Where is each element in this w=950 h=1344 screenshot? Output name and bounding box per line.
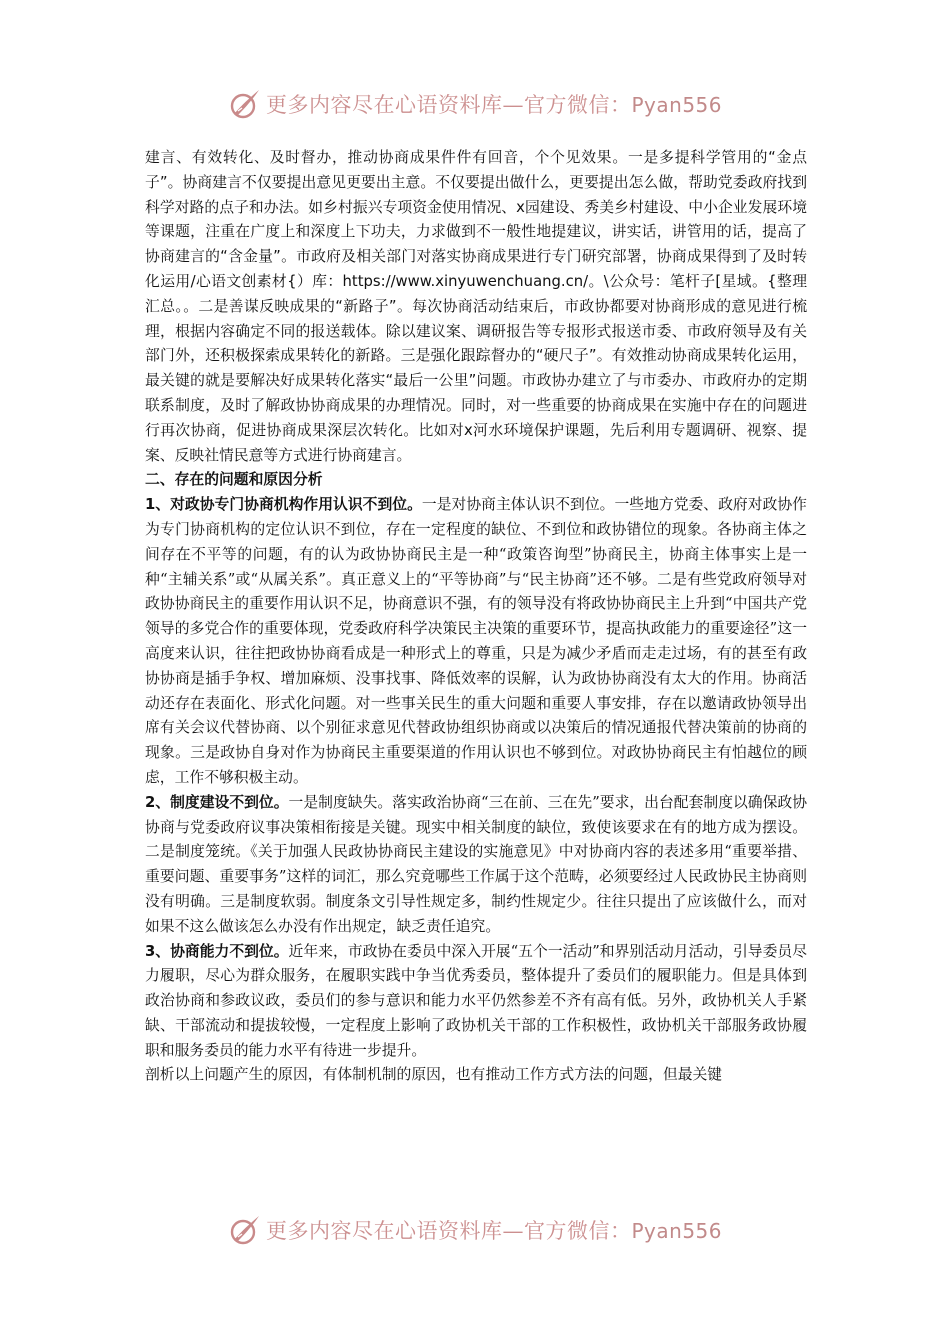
paragraph-issue-1 bbox=[145, 493, 807, 791]
paragraph-issue-2 bbox=[145, 791, 807, 940]
issue-1-body: 一是对协商主体认识不到位。一些地方党委、政府对政协作为专门协商机构的定位认识不到位，存在一定程度的缺位、不到位和政协错位的现象。各协商主体之间存在不平等的问题，有的认为政协协商民主是一种“政策咨询型”协商民主，协商主体事实上是一种“主辅关系”或“从属关系”。真正意义上的“平等协商”与“民主协商”还不够。二是有些党政府领导对政协协商民主的重要作用认识不足，协商意识不强，有的领导没有将政协协商民主上升到“中国共产党领导的多党合作的重要体现，党委政府科学决策民主决策的重要环节，提高执政能力的重要途径”这一高度来认识，往往把政协协商看成是一种形式上的尊重，只是为减少矛盾而走走过场，有的甚至有政协协商是插手争权、增加麻烦、没事找事、降低效率的误解，认为政协协商没有太大的作用。协商活动还存在表面化、形式化问题。对一些事关民生的重大问题和重要人事安排，存在以邀请政协领导出席有关会议代替协商、以个别征求意见代替政协组织协商或以决策后的情况通报代替决策前的协商的现象。三是政协自身对作为协商民主重要渠道的作用认识也不够到位。对政协协商民主有怕越位的顾虑，工作不够积极主动。 bbox=[145, 496, 807, 786]
watermark-text: 更多内容尽在心语资料库—官方微信：Pyan556 bbox=[266, 1219, 723, 1243]
issue-2-body: 一是制度缺失。落实政治协商“三在前、三在先”要求，出台配套制度以确保政协协商与党委政府议事决策相衔接是关键。现实中相关制度的缺位，致使该要求在有的地方成为摆设。二是制度笼统。《关于加强人民政协协商民主建设的实施意见》中对协商内容的表述多用“重要举措、重要问题、重要事务”这样的词汇，那么究竟哪些工作属于这个范畴，必须要经过人民政协民主协商则没有明确。三是制度软弱。制度条文引导性规定多，制约性规定少。往往只提出了应该做什么，而对如果不这么做该怎么办没有作出规定，缺乏责任追究。 bbox=[145, 793, 808, 935]
watermark-text: 更多内容尽在心语资料库—官方微信：Pyan556 bbox=[266, 93, 723, 117]
quill-logo-icon bbox=[228, 1213, 262, 1247]
watermark-footer bbox=[228, 1210, 748, 1250]
document-body bbox=[145, 146, 807, 1088]
paragraph-intro: 建言、有效转化、及时督办，推动协商成果件件有回音，个个见效果。一是多提科学管用的“金点子”。协商建言不仅要提出意见更要出主意。不仅要提出做什么，更要提出怎么做，帮助党委政府找到科学对路的点子和办法。如乡村振兴专项资金使用情况、x园建设、秀美乡村建设、中小企业发展环境等课题，注重在广度上和深度上下功夫，力求做到不一般性地提建议，讲实话，讲管用的话，提高了协商建言的“含金量”。市政府及相关部门对落实协商成果进行专门研究部署，协商成果得到了及时转化运用/心语文创素材{）库：https://www.xinyuwenchuang.cn/。\公众号：笔杆子[星域。{整理汇总。。二是善谋反映成果的“新路子”。每次协商活动结束后，市政协都要对协商形成的意见进行梳理，根据内容确定不同的报送载体。除以建议案、调研报告等专报形式报送市委、市政府领导及有关部门外，还积极探索成果转化的新路。三是强化跟踪督办的“硬尺子”。有效推动协商成果转化运用，最关键的就是要解决好成果转化落实“最后一公里”问题。市政协办建立了与市委办、市政府办的定期联系制度，及时了解政协协商成果的办理情况。同时，对一些重要的协商成果在实施中存在的问题进行再次协商，促进协商成果深层次转化。比如对x河水环境保护课题，先后利用专题调研、视察、提案、反映社情民意等方式进行协商建言。 bbox=[145, 149, 807, 464]
issue-3-body: 近年来，市政协在委员中深入开展“五个一活动”和界别活动月活动，引导委员尽力履职，尽心为群众服务，在履职实践中争当优秀委员，整体提升了委员们的履职能力。但是具体到政治协商和参政议政，委员们的参与意识和能力水平仍然参差不齐有高有低。另外，政协机关人手紧缺、干部流动和提拔较慢，一定程度上影响了政协机关干部的工作积极性，政协机关干部服务政协履职和服务委员的能力水平有待进一步提升。 bbox=[145, 942, 808, 1059]
issue-1-title: 1、对政协专门协商机构作用认识不到位。 bbox=[145, 496, 422, 514]
paragraph-analysis: 剖析以上问题产生的原因，有体制机制的原因，也有推动工作方式方法的问题，但最关键 bbox=[145, 1066, 723, 1084]
issue-3-title: 3、协商能力不到位。 bbox=[145, 942, 289, 960]
issue-2-title: 2、制度建设不到位。 bbox=[145, 793, 289, 811]
watermark-header bbox=[228, 84, 748, 124]
paragraph-issue-3 bbox=[145, 940, 807, 1064]
section-heading: 二、存在的问题和原因分析 bbox=[145, 471, 323, 489]
quill-logo-icon bbox=[228, 87, 262, 121]
